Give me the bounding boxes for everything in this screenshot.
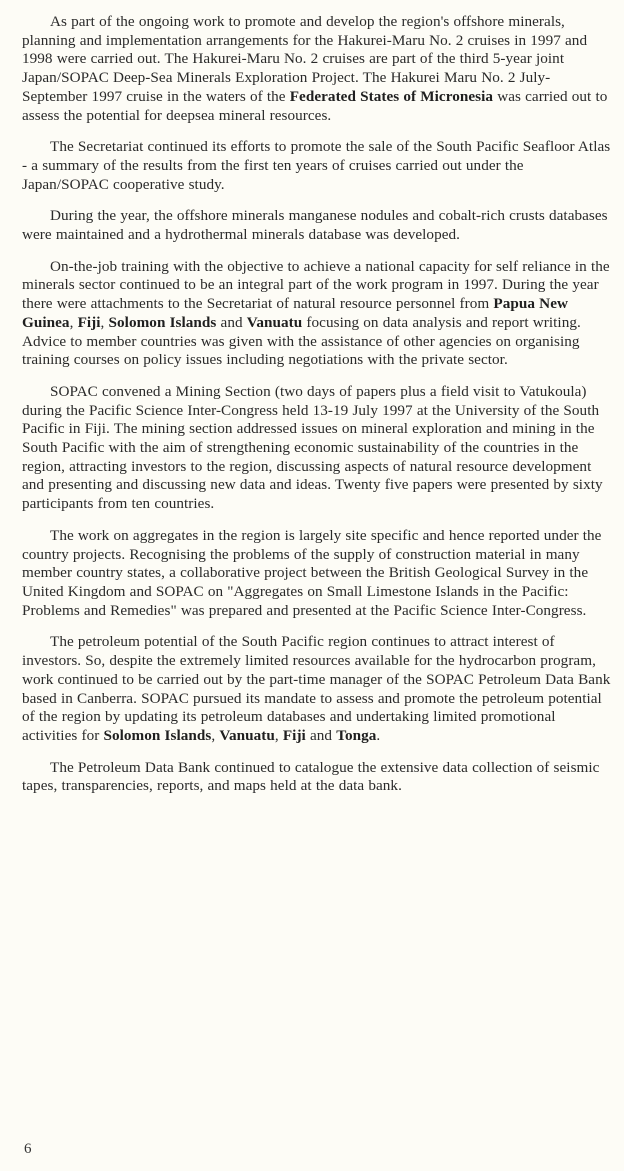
bold-term: Solomon Islands [108, 313, 217, 331]
text-run: As part of the ongoing work to promote and develop the region's offshore minerals, planning and implementation arrangements for the Hakurei-Maru No. 2 cruises in 1997 and 1998 were carried out. The Hakurei-Maru No. 2 cruises are part of the third 5-year joint Japan/SOPAC Deep-Sea Minerals Exploration Project. The Hakurei Maru No. 2 July-September 1997 cruise in the waters of the [22, 13, 588, 105]
page-number: 6 [24, 1141, 32, 1157]
text-run: The Petroleum Data Bank continued to catalogue the extensive data collection of seismic tapes, transparencies, reports, and maps held at the data bank. [22, 758, 600, 795]
text-run: The Secretariat continued its efforts to promote the sale of the South Pacific Seafloor Atlas - a summary of the results from the first ten years of cruises carried out under the Japan/SOPAC cooperative study. [22, 138, 611, 193]
paragraph [22, 383, 612, 514]
text-run: , [100, 313, 109, 331]
paragraph [22, 759, 612, 796]
paragraph [22, 527, 612, 621]
text-run: During the year, the offshore minerals manganese nodules and cobalt-rich crusts databases were maintained and a hydrothermal minerals database was developed. [22, 207, 608, 244]
bold-term: Solomon Islands [103, 726, 212, 744]
text-run: On-the-job training with the objective to achieve a national capacity for self reliance in the minerals sector continued to be an integral part of the work program in 1997. During the year there were attachments to the Secretariat of natural resource personnel from [22, 257, 610, 313]
bold-term: Federated States of Micronesia [289, 87, 494, 105]
document-body [22, 13, 612, 809]
bold-term: Vanuatu [219, 726, 275, 744]
paragraph [22, 138, 612, 194]
bold-term: Fiji [282, 726, 306, 744]
text-run: , [211, 726, 220, 744]
text-run: was carried out to assess the potential for deepsea mineral resources. [22, 87, 608, 124]
text-run: and [305, 726, 337, 744]
bold-term: Tonga [336, 726, 377, 744]
bold-term: Vanuatu [246, 313, 303, 331]
paragraph [22, 633, 612, 745]
text-run: SOPAC convened a Mining Section (two days of papers plus a field visit to Vatukoula) during the Pacific Science Inter-Congress held 13-19 July 1997 at the University of the South Pacific in Fiji. The mining section addressed issues on mineral exploration and mining in the South Pacific with the aim of strengthening economic sustainability of the countries in the region, attracting investors to the region, discussing aspects of natural resource development and presenting and discussing new data and ideas. Twenty five papers were presented by sixty participants from ten countries. [22, 382, 603, 513]
paragraph [22, 207, 612, 244]
text-run: . [376, 726, 381, 744]
text-run: , [274, 726, 283, 744]
paragraph [22, 258, 612, 370]
bold-term: Papua New Guinea [22, 295, 569, 331]
paragraph [22, 13, 612, 125]
text-run: and [216, 313, 247, 331]
text-run: The petroleum potential of the South Pacific region continues to attract interest of investors. So, despite the extremely limited resources available for the hydrocarbon program, work continued to be carried out by the part-time manager of the SOPAC Petroleum Data Bank based in Canberra. SOPAC pursued its mandate to assess and promote the petroleum potential of the region by updating its petroleum databases and undertaking limited promotional activities for [22, 633, 611, 744]
text-run: focusing on data analysis and report writing. Advice to member countries was given with the assistance of other agencies on organising training courses on policy issues including negotiations with the private sector. [22, 313, 581, 369]
bold-term: Fiji [77, 313, 101, 331]
text-run: The work on aggregates in the region is largely site specific and hence reported under the country projects. Recognising the problems of the supply of construction material in many member country states, a collaborative project between the British Geological Survey in the United Kingdom and SOPAC on "Aggregates on Small Limestone Islands in the Pacific: Problems and Remedies" was prepared and presented at the Pacific Science Inter-Congress. [22, 526, 602, 619]
text-run: , [69, 313, 78, 331]
